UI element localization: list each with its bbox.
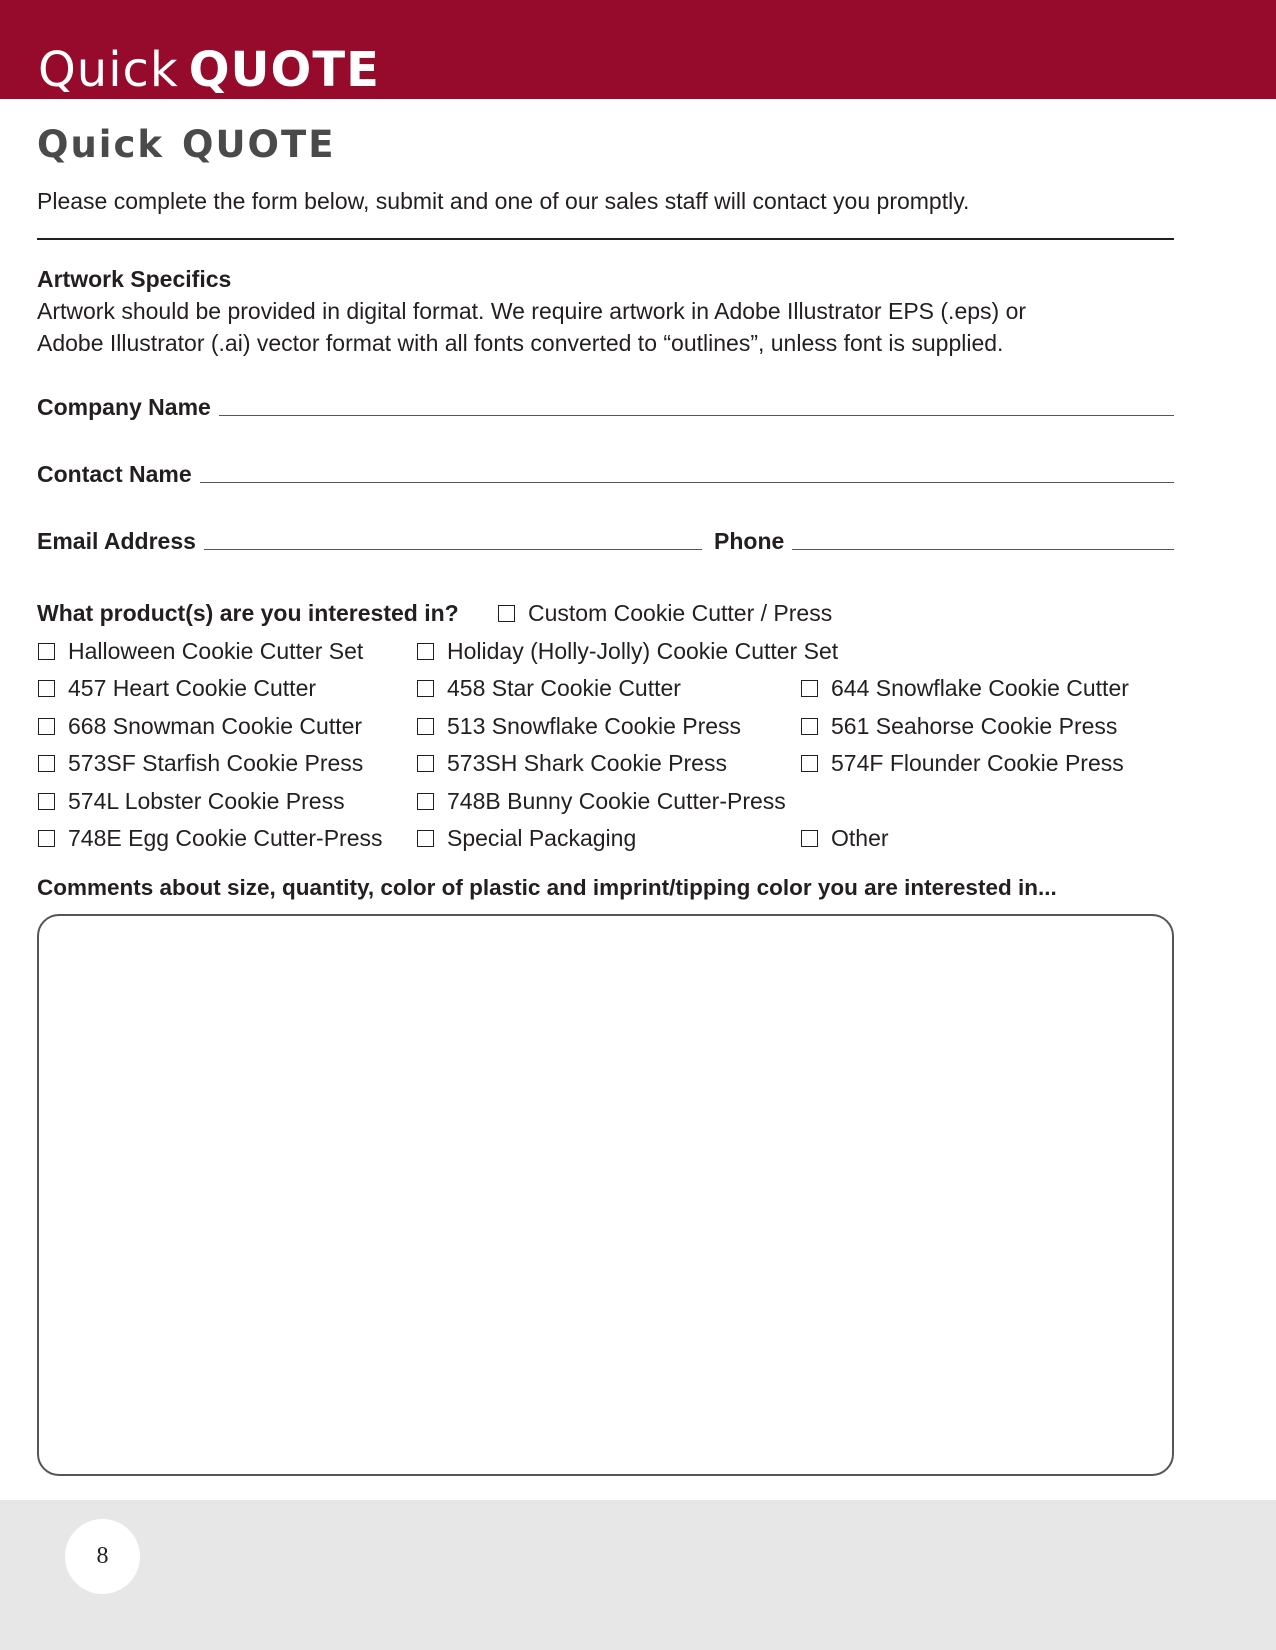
page-title	[37, 122, 336, 168]
checkbox-holiday-cookie-cutter-set[interactable]	[417, 636, 838, 666]
checkbox-label: Halloween Cookie Cutter Set	[68, 638, 364, 664]
artwork-line-2: Adobe Illustrator (.ai) vector format with all fonts converted to “outlines”, unless font is supplied.	[37, 330, 1004, 356]
checkbox-other[interactable]	[801, 823, 889, 853]
checkbox-748b-bunny[interactable]	[417, 786, 786, 816]
checkbox-icon[interactable]	[417, 793, 434, 810]
checkbox-icon[interactable]	[498, 605, 515, 622]
checkbox-label: 573SF Starfish Cookie Press	[68, 750, 364, 776]
checkbox-748e-egg[interactable]	[38, 823, 383, 853]
divider	[37, 238, 1174, 240]
contact-name-input-line[interactable]	[200, 482, 1174, 483]
checkbox-668-snowman[interactable]	[38, 711, 362, 741]
checkbox-573sf-starfish[interactable]	[38, 748, 363, 778]
comments-label: Comments about size, quantity, color of plastic and imprint/tipping color you are interested in...	[37, 875, 1057, 900]
checkbox-label: 668 Snowman Cookie Cutter	[68, 713, 363, 739]
company-name-input-line[interactable]	[219, 415, 1174, 416]
header-banner	[0, 0, 1276, 99]
footer-band	[0, 1500, 1276, 1650]
checkbox-icon[interactable]	[38, 793, 55, 810]
checkbox-icon[interactable]	[801, 755, 818, 772]
checkbox-label: 644 Snowflake Cookie Cutter	[831, 675, 1129, 701]
checkbox-icon[interactable]	[38, 680, 55, 697]
intro-text: Please complete the form below, submit and one of our sales staff will contact you promptly.	[37, 188, 970, 214]
page-title-word1: Quick	[37, 123, 165, 166]
checkbox-label: Special Packaging	[447, 825, 637, 851]
checkbox-457-heart[interactable]	[38, 673, 316, 703]
checkbox-halloween-cookie-cutter-set[interactable]	[38, 636, 363, 666]
checkbox-513-snowflake-press[interactable]	[417, 711, 741, 741]
checkbox-icon[interactable]	[801, 830, 818, 847]
page-number: 8	[96, 1543, 109, 1569]
artwork-line-1: Artwork should be provided in digital format. We require artwork in Adobe Illustrator EPS (.eps) or	[37, 298, 1027, 324]
phone-input-line[interactable]	[792, 549, 1174, 550]
checkbox-label: 561 Seahorse Cookie Press	[831, 713, 1118, 739]
checkbox-574l-lobster[interactable]	[38, 786, 345, 816]
checkbox-label: 457 Heart Cookie Cutter	[68, 675, 317, 701]
checkbox-icon[interactable]	[417, 755, 434, 772]
artwork-heading: Artwork Specifics	[37, 266, 232, 292]
checkbox-icon[interactable]	[417, 643, 434, 660]
header-title-bold: QUOTE	[188, 42, 380, 98]
checkbox-custom-cookie-cutter-press[interactable]	[498, 598, 832, 628]
checkbox-label: 748B Bunny Cookie Cutter-Press	[447, 788, 786, 814]
page-title-word2: QUOTE	[182, 123, 336, 166]
checkbox-label: Custom Cookie Cutter / Press	[528, 600, 833, 626]
email-address-field[interactable]	[37, 523, 702, 555]
contact-name-label: Contact Name	[37, 461, 192, 487]
products-question: What product(s) are you interested in?	[37, 600, 459, 626]
checkbox-label: 574F Flounder Cookie Press	[831, 750, 1124, 776]
checkbox-574f-flounder[interactable]	[801, 748, 1124, 778]
email-address-label: Email Address	[37, 528, 196, 554]
contact-name-field[interactable]	[37, 456, 1174, 488]
checkbox-icon[interactable]	[38, 755, 55, 772]
checkbox-special-packaging[interactable]	[417, 823, 636, 853]
checkbox-icon[interactable]	[38, 718, 55, 735]
header-title-light: Quick	[38, 42, 179, 98]
checkbox-561-seahorse[interactable]	[801, 711, 1117, 741]
checkbox-icon[interactable]	[38, 643, 55, 660]
checkbox-label: Other	[831, 825, 889, 851]
checkbox-458-star[interactable]	[417, 673, 681, 703]
header-title	[38, 40, 380, 100]
checkbox-label: 748E Egg Cookie Cutter-Press	[68, 825, 383, 851]
comments-textarea[interactable]	[37, 914, 1174, 1476]
checkbox-icon[interactable]	[801, 680, 818, 697]
phone-label: Phone	[714, 528, 785, 554]
email-address-input-line[interactable]	[204, 549, 702, 550]
artwork-body	[37, 295, 1177, 359]
checkbox-label: 574L Lobster Cookie Press	[68, 788, 345, 814]
checkbox-icon[interactable]	[801, 718, 818, 735]
checkbox-icon[interactable]	[417, 830, 434, 847]
checkbox-icon[interactable]	[38, 830, 55, 847]
checkbox-644-snowflake[interactable]	[801, 673, 1129, 703]
company-name-label: Company Name	[37, 394, 211, 420]
checkbox-573sh-shark[interactable]	[417, 748, 727, 778]
checkbox-label: Holiday (Holly-Jolly) Cookie Cutter Set	[447, 638, 839, 664]
company-name-field[interactable]	[37, 389, 1174, 421]
checkbox-icon[interactable]	[417, 718, 434, 735]
checkbox-label: 573SH Shark Cookie Press	[447, 750, 727, 776]
checkbox-label: 513 Snowflake Cookie Press	[447, 713, 742, 739]
checkbox-label: 458 Star Cookie Cutter	[447, 675, 681, 701]
page-number-badge	[65, 1519, 140, 1594]
phone-field[interactable]	[714, 523, 1174, 555]
checkbox-icon[interactable]	[417, 680, 434, 697]
